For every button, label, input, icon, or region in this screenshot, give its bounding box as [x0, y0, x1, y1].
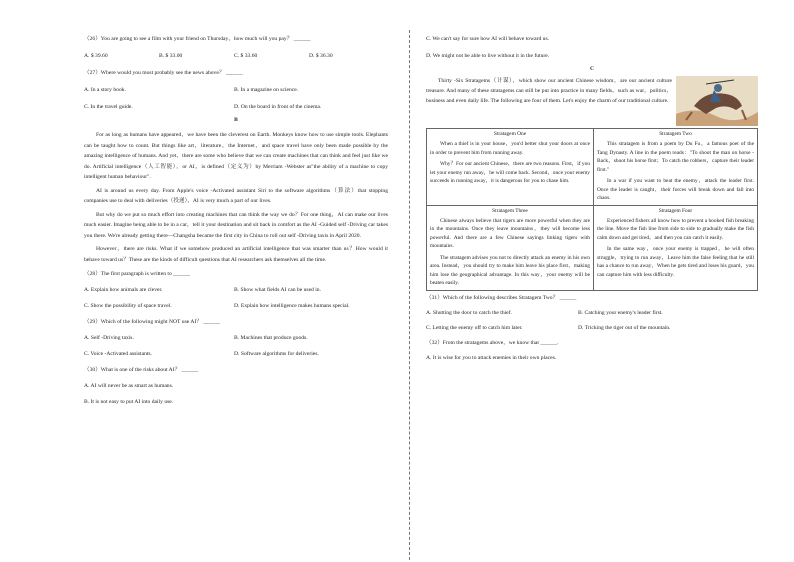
question-27-options-2 [84, 104, 388, 111]
question-26: （26）You are going to see a film with your friend on Thursday，how much will you pay？ ______ [84, 36, 311, 42]
question-30-option-b: B. It is not easy to put AI into daily use. [84, 399, 174, 405]
stratagem-one-cell [427, 129, 594, 206]
option: C. Letting the enemy off to catch him later. [426, 324, 523, 331]
stratagem-two-cell [594, 129, 758, 206]
question-29-options-2 [84, 351, 388, 358]
stratagem-four-cell [594, 205, 758, 290]
option: B. Catching your enemy's leader first. [578, 309, 663, 316]
option: B. Show what fields AI can be used in. [234, 287, 322, 293]
option: B. In a magazine on science. [234, 87, 299, 93]
question-32-option-a: A. It is wise for you to attack enemies in their own places. [426, 354, 557, 361]
question-28-options [84, 287, 388, 294]
stratagem-three-text-2: The stratagem advises you not to directly attack an enemy in his own area. Instead，you should try to make him leave his place first，making him lose the geographical advantage. In this way，your enemy will be beaten easily. [430, 254, 590, 286]
stratagem-three-title: Stratagem Three [492, 207, 528, 214]
question-30: （30）What is one of the risks about AI？ ______ [84, 367, 199, 373]
option: B. $ 33.00 [159, 53, 183, 59]
horseman-painting-icon [676, 76, 758, 126]
question-30-option-c: C. We can't say for sure how AI will behave toward us. [426, 36, 550, 42]
question-27-options [84, 87, 388, 94]
question-28-options-2 [84, 303, 388, 310]
stratagem-two-text-1: This stratagem is from a poem by Du Fu，a famous poet of the Tang Dynasty. A line in the poem reads："To shoot the man on horse -Back，shoot his horse first；To catch the robbers，capture their leader first." [597, 141, 754, 173]
option: D. Explain how intelligence makes humans special. [234, 303, 350, 309]
stratagem-two-title: Stratagem Two [659, 131, 692, 137]
left-column [84, 36, 388, 406]
option: C. Voice -Activated assistants. [84, 351, 152, 357]
passage-b-paragraph-4: However，there are risks. What if we somehow produced an artificial intelligence that was smarter than us？How would it behave toward us？These are the kinds of difficult questions that AI researchers ask themselves all the time. [84, 246, 388, 263]
option: D. Software algorithms for deliveries. [234, 351, 319, 357]
question-30-option-a: A. AI will never be as smart as humans. [84, 383, 174, 389]
option: C. Show the possibility of space travel. [84, 303, 172, 309]
stratagem-four-title: Stratagem Four [658, 207, 693, 214]
option: C. $ 33.60 [234, 53, 258, 59]
right-column [426, 36, 758, 362]
passage-b-paragraph-1: For as long as humans have appeared，we have been the cleverest on Earth. Monkeys know how to use simple tools. Elephants can be taught how to count. But things like art，literature，the Internet，and space travel have only been made possible by the amazing intelligence of humans. And yet，there are some who believe that we can create machines that can think and feel just like we do. Artificial intelligence（人工智能），or AI，is defined（定义为）by Merriam -Webster as"the ability of a machine to copy intelligent human behaviour". [84, 132, 388, 180]
question-30-option-d: D. We might not be able to live without it in the future. [426, 53, 550, 59]
question-31: （31）Which of the following describes Stratagem Two？ ______ [426, 294, 577, 301]
illustration-horseman [676, 76, 758, 126]
question-27: （27）Where would you most probably see the news above？ ______ [84, 70, 243, 76]
option: D. Tricking the tiger out of the mountain. [578, 324, 671, 331]
option [84, 53, 159, 60]
option: D. $ 36.30 [309, 53, 333, 59]
question-31-options [426, 310, 758, 317]
stratagem-one-text-2: Why？For our ancient Chinese，there are two reasons. First，if you let your enemy run away，he will come back. Second，once your enemy succeeds in running away，it is dangerous for you to chase him. [430, 161, 590, 184]
passage-b-paragraph-3: But why do we put so much effort into creating machines that can think the way we do？For one thing，AI can make our lives much easier. Imagine being able to be in a car，tell it your destination and sit back in comfort as the AI -Guided self -Driving car takes you there. We're already getting there—Changsha became the first city in China to roll out self -Driving taxis in April 2020. [84, 211, 388, 239]
question-28: （28）The first paragraph is written to ______ [84, 271, 190, 277]
passage-b-paragraph-2: AI is around us every day. From Apple's voice -Activated assistant Siri to the software algorithms（算法）that stopping companies use to deal with deliveries（投递），AI is very much a part of our lives. [84, 187, 388, 204]
stratagem-three-cell [427, 205, 594, 290]
option: C. In the travel guide. [84, 104, 133, 110]
option: A. Shutting the door to catch the thief. [426, 309, 512, 316]
option: A. In a story book. [84, 87, 126, 93]
stratagem-one-title: Stratagem One [493, 131, 527, 137]
question-29-options [84, 335, 388, 342]
stratagem-two-text-2: In a war if you want to beat the enemy，attack the leader first. Once the leader is caught，their forces will break down and fall into chaos. [597, 178, 754, 201]
question-31-options-2 [426, 325, 758, 332]
stratagems-table [426, 128, 758, 291]
section-b-heading: B [234, 117, 238, 123]
section-c-heading: C [589, 66, 595, 72]
option: A. Explain how animals are clever. [84, 287, 163, 293]
stratagem-four-text-2: In the same way，once your enemy is trapped，he will often struggle，trying to run away，Leave him the false feeling that he still has a chance to run away，When he gets tired and loses his guard，you can capture him with less difficulty. [597, 246, 754, 278]
stratagem-four-text-1: Experienced fishers all know how to prevent a hooked fish breaking the line. Move the fish line from side to side to gradually make the fish calm down and get tired，and then you can catch it easily. [597, 217, 755, 241]
question-32: （32）From the stratagems above，we know that ______. [426, 339, 559, 346]
option: A. $ 39.60 [84, 53, 108, 59]
column-divider [409, 30, 410, 560]
question-29: （29）Which of the following might NOT use AI？ ______ [84, 319, 220, 325]
option: D. On the board in front of the cinema. [234, 104, 322, 110]
stratagem-one-text-1: When a thief is in your house，you'd better shut your doors at once in order to prevent him from running away. [430, 141, 590, 156]
passage-c-intro: Thirty -Six Stratagems（计谋），which show our ancient Chinese wisdom，are our ancient culture treasure. And many of these stratagems can still be put into practice in many fields，such as war，politics，business and even daily life. The following are four of them. Let's enjoy the charm of our traditional culture. [426, 78, 672, 104]
option: B. Machines that produce goods. [234, 335, 308, 341]
option: A. Self -Driving taxis. [84, 335, 134, 341]
stratagem-three-text-1: Chinese always believe that tigers are more powerful when they are in the mountains. Once they leave mountains，they will become less powerful. And there are a few Chinese sayings linking tigers with mountains. [430, 217, 590, 249]
